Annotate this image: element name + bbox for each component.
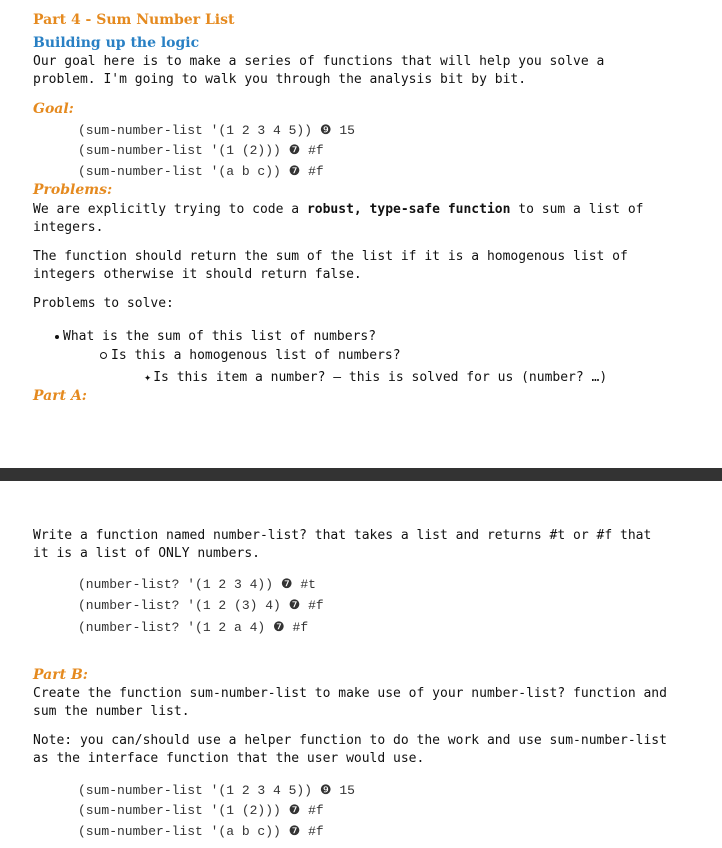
- bullet-level-1: [55, 329, 376, 344]
- section-subtitle: Building up the logic: [33, 35, 200, 51]
- problems-label: Problems:: [33, 182, 113, 198]
- callout-marker: ❼: [288, 143, 301, 158]
- bullet-text: Is this a homogenous list of numbers?: [111, 348, 401, 363]
- part-b-label: Part B:: [33, 667, 88, 683]
- code-result: 15: [339, 783, 355, 798]
- callout-marker: ❾: [319, 783, 332, 798]
- code-expression: (sum-number-list '(1 2 3 4 5)): [78, 123, 313, 138]
- write-line-1: Write a function named number-list? that takes a list and returns #t or #f that: [33, 528, 652, 543]
- problems-line-2: integers.: [33, 220, 104, 235]
- note-line-1: Note: you can/should use a helper function to do the work and use sum-number-list: [33, 733, 667, 748]
- document-page-2: [0, 481, 722, 848]
- callout-marker: ❼: [280, 577, 293, 592]
- bullet-star-icon: ✦: [144, 370, 152, 384]
- sum-example: [78, 824, 324, 839]
- code-result: #f: [292, 620, 309, 635]
- code-result: #f: [308, 598, 324, 613]
- note-line-2: as the interface function that the user would use.: [33, 751, 425, 766]
- code-expression: (sum-number-list '(a b c)): [78, 164, 281, 179]
- code-expression: (sum-number-list '(1 2 3 4 5)): [78, 783, 313, 798]
- code-expression: (number-list? '(1 2 a 4): [78, 620, 266, 635]
- code-expression: (sum-number-list '(a b c)): [78, 824, 281, 839]
- numlist-example: [78, 598, 324, 613]
- code-result: #f: [308, 143, 324, 158]
- bullet-level-3: [144, 370, 607, 385]
- callout-marker: ❼: [288, 803, 301, 818]
- callout-marker: ❼: [288, 164, 301, 179]
- bullet-text-tail: this is solved for us (number? …): [348, 370, 608, 385]
- bullet-text: Is this item a number?: [153, 370, 326, 385]
- return-line-2: integers otherwise it should return false.: [33, 267, 362, 282]
- bullet-circle-icon: [100, 352, 107, 359]
- goal-example: [78, 123, 355, 138]
- goal-example: [78, 143, 324, 158]
- problems-emphasis: robust, type-safe function: [306, 202, 511, 217]
- sum-example: [78, 803, 324, 818]
- callout-marker: ❼: [288, 598, 301, 613]
- page-divider: [0, 468, 722, 481]
- create-line-2: sum the number list.: [33, 704, 190, 719]
- code-expression: (number-list? '(1 2 (3) 4): [78, 598, 281, 613]
- solve-label: Problems to solve:: [33, 296, 174, 311]
- goal-example: [78, 164, 324, 179]
- code-result: #f: [308, 824, 324, 839]
- bullet-text: What is the sum of this list of numbers?: [63, 329, 377, 344]
- part-a-label: Part A:: [33, 388, 87, 404]
- code-expression: (sum-number-list '(1 (2))): [78, 143, 281, 158]
- code-result: 15: [339, 123, 355, 138]
- code-result: #f: [308, 803, 324, 818]
- code-result: #f: [308, 164, 324, 179]
- bullet-dot-icon: [55, 335, 59, 339]
- bullet-level-2: [100, 348, 401, 363]
- create-line-1: Create the function sum-number-list to make use of your number-list? function and: [33, 686, 667, 701]
- problems-text-tail: to sum a list of: [510, 202, 644, 217]
- callout-marker: ❼: [273, 620, 285, 635]
- bullet-dash: –: [333, 370, 342, 385]
- section-title: Part 4 - Sum Number List: [33, 12, 235, 28]
- code-result: #t: [300, 577, 316, 592]
- sum-example: [78, 783, 355, 798]
- intro-line-2: problem. I'm going to walk you through the analysis bit by bit.: [33, 72, 527, 87]
- problems-line-1: [33, 201, 644, 219]
- code-expression: (sum-number-list '(1 (2))): [78, 803, 281, 818]
- callout-marker: ❾: [319, 123, 332, 138]
- numlist-example: [78, 577, 316, 592]
- goal-label: Goal:: [33, 101, 74, 117]
- return-line-1: The function should return the sum of the list if it is a homogenous list of: [33, 249, 628, 264]
- write-line-2: it is a list of ONLY numbers.: [33, 546, 260, 561]
- callout-marker: ❼: [288, 824, 301, 839]
- numlist-example: [78, 620, 308, 635]
- code-expression: (number-list? '(1 2 3 4)): [78, 577, 274, 592]
- intro-line-1: Our goal here is to make a series of functions that will help you solve a: [33, 54, 605, 69]
- problems-text: We are explicitly trying to code a: [33, 202, 307, 217]
